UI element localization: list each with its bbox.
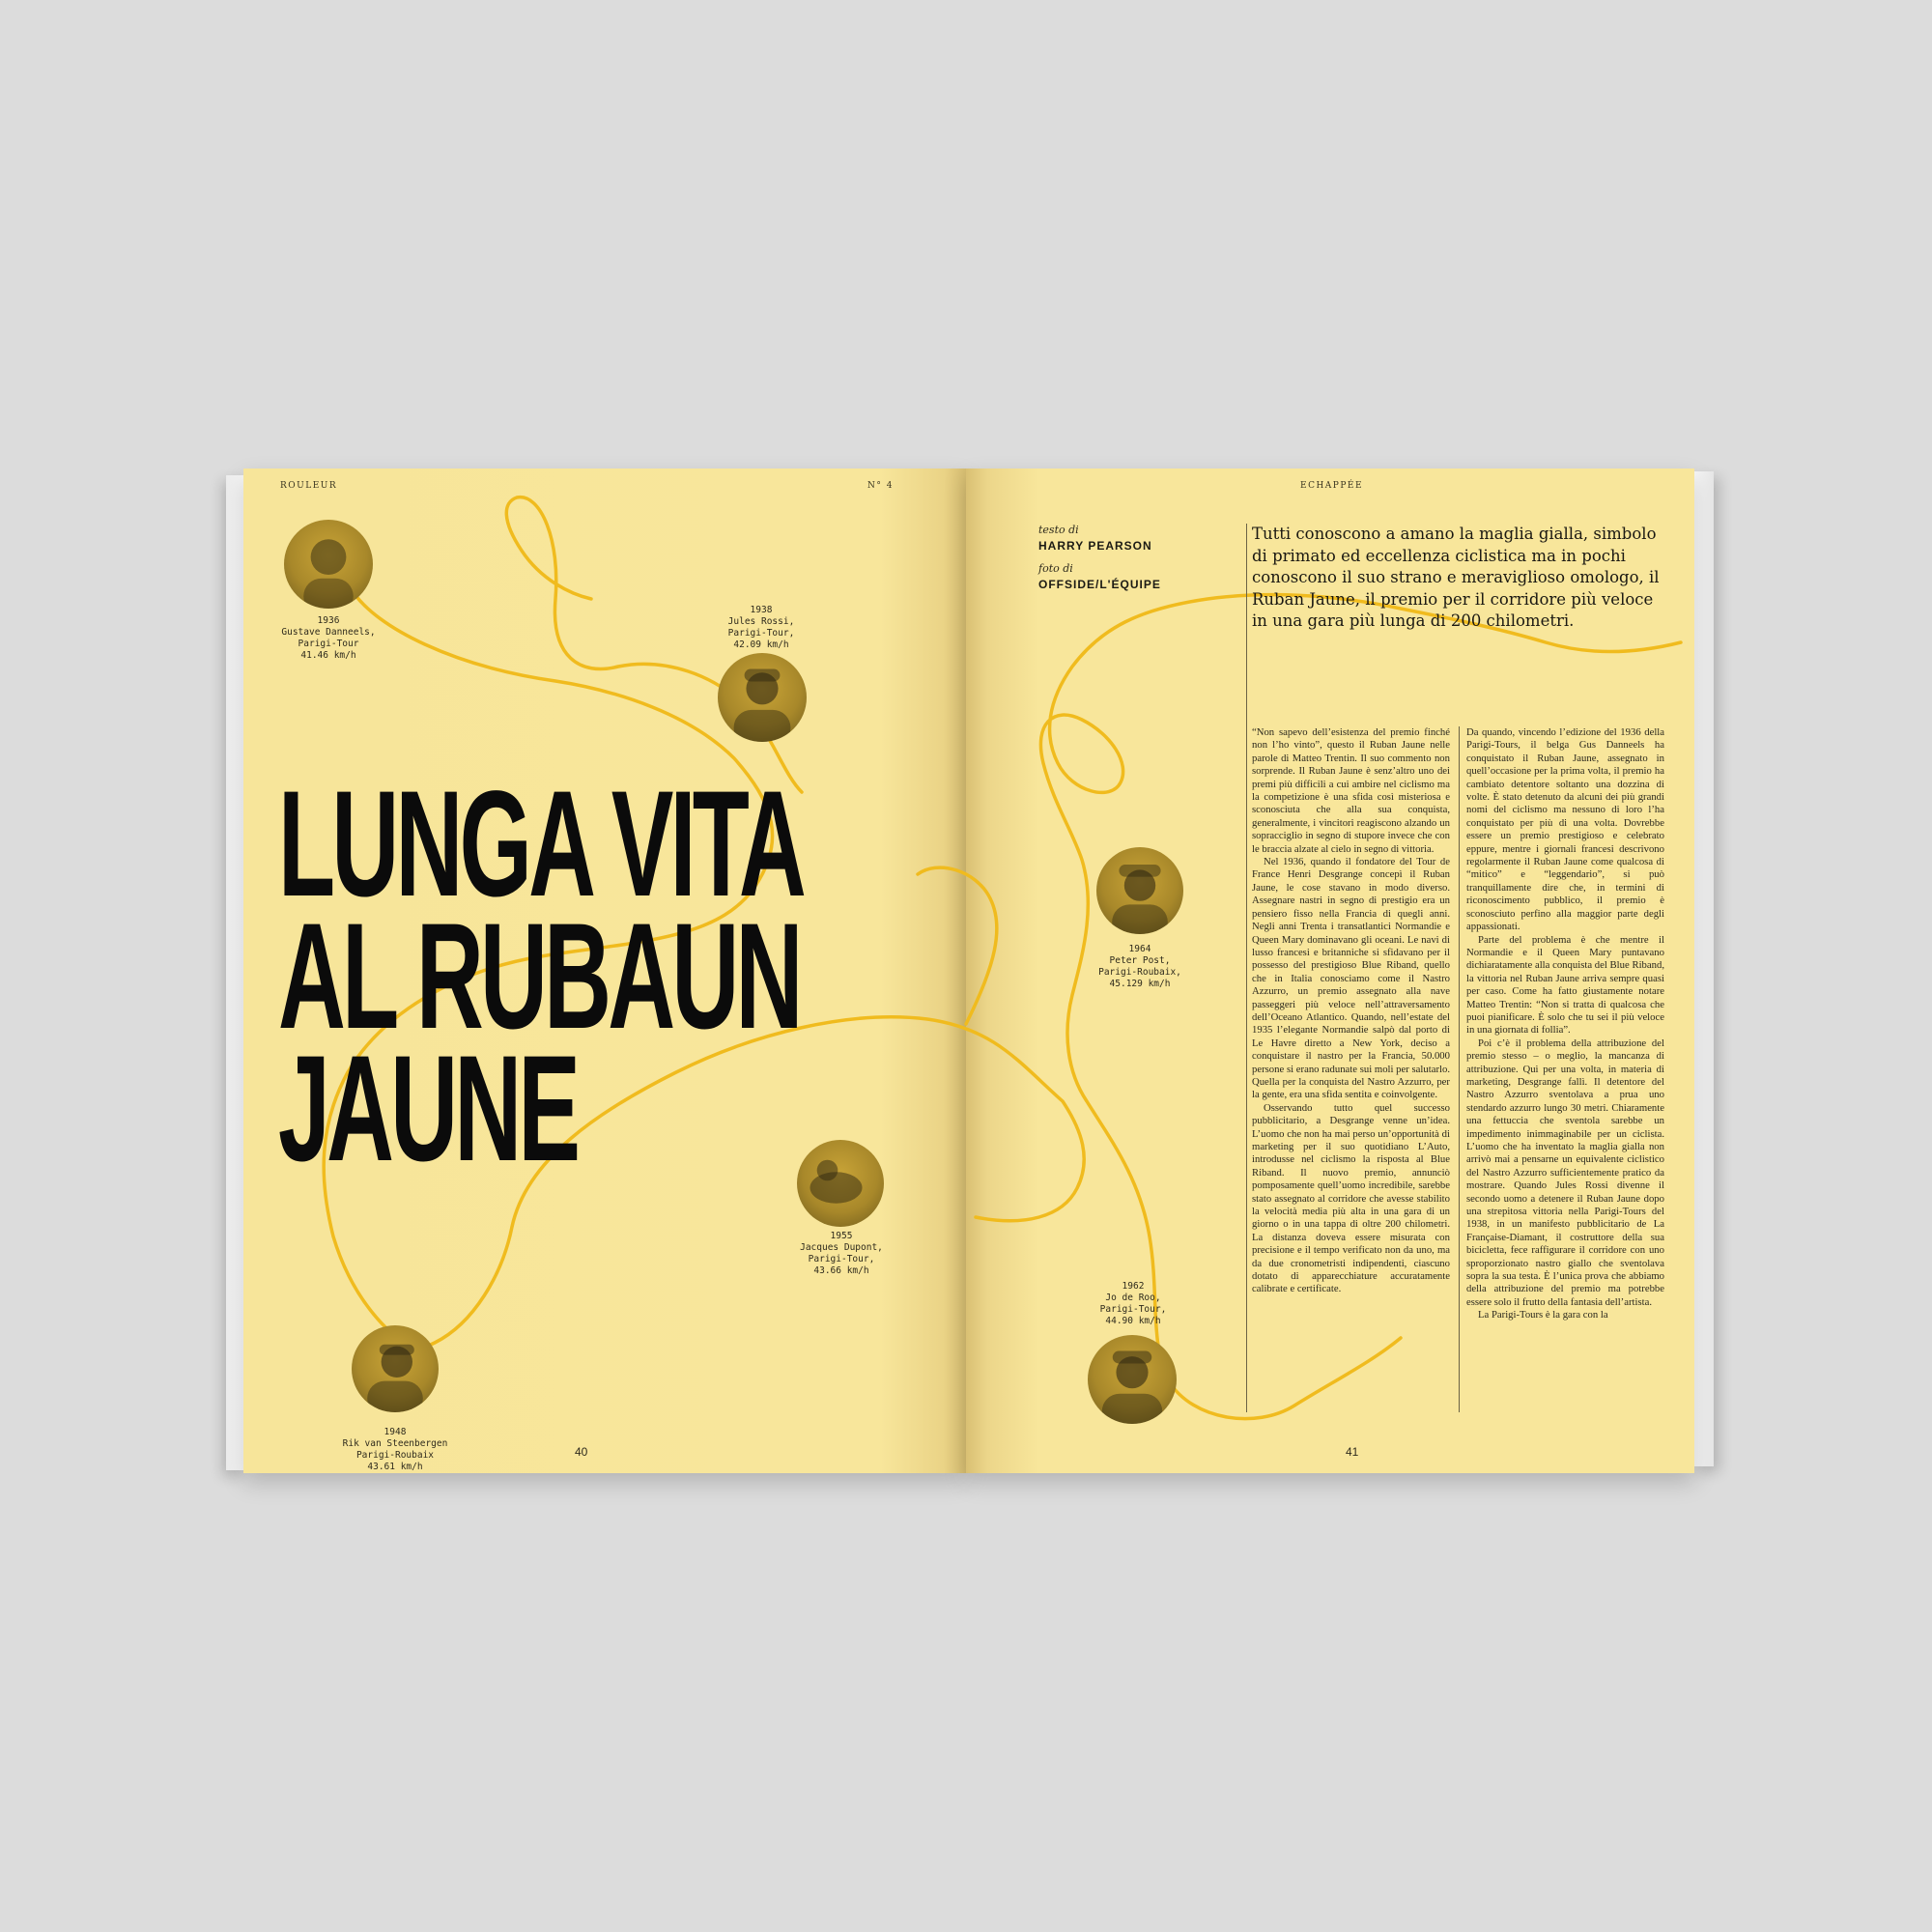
right-page-edge [1692,471,1714,1466]
page-number-right: 41 [1346,1445,1359,1459]
caption-1948: 1948 Rik van Steenbergen Parigi-Roubaix 43.61 km/h [342,1427,448,1472]
caption-1955: 1955 Jacques Dupont, Parigi-Tour, 43.66 km/h [800,1231,883,1276]
title-line-2: AL RUBAUN [278,893,800,1061]
paragraph: Parte del problema è che mentre il Normandie e il Queen Mary puntavano dichiaratamente alla conquista del Blue Riband, la vittoria nel Ruban Jaune arriva sempre quasi per caso. Come ha fatto giustamente notare Matteo Trentin: “Non si tratta di qualcosa che puoi pianificare. È solo che tu sei il più veloce in una giornata di follia”. [1466,933,1664,1037]
paragraph: Poi c’è il problema della attribuzione del premio stesso – o meglio, la mancanza di attribuzione. Qui per una volta, in materia di marketing, Desgrange fallì. Il detentore del Nastro Azzurro sventolava a prua uno stendardo azzurro lungo 30 metri. Chiaramente una fettuccia che sventola sarebbe un impedimento inimmaginabile per un ciclista. L’uomo che ha inventato la maglia gialla non arrivò mai a pensarne un equivalente ciclistico del Nastro Azzurro sufficientemente pratico da mostrare. Quando Jules Rossi divenne il secondo uomo a detenere il Ruban Jaune dopo una strepitosa vittoria nella Parigi-Tours del 1938, in un manifesto pubblicitario de La Française-Diamant, il costruttore della sua bicicletta, fece raffigurare il corridore con uno sproporzionato nastro giallo che sventolava sopra la sua testa. È l’unica prova che abbiamo della attribuzione del premio ma potrebbe essere solo il frutto della fantasia dell’artista. [1466,1037,1664,1308]
paragraph: La Parigi-Tours è la gara con la [1478,1309,1608,1321]
left-page-edge [226,475,245,1470]
article-deck: Tutti conoscono a amano la maglia gialla, simbolo di primato ed eccellenza ciclistica ma in pochi conoscono il suo strano e meraviglioso omologo, il Ruban Jaune, il premio per il corridore più veloce in una gara più lunga di 200 chilometri. [1252,525,1660,630]
title-line-1: LUNGA VITA [278,760,804,928]
paragraph: “Non sapevo dell’esistenza del premio finché non l’ho vinto”, questo il Ruban Jaune nelle parole di Matteo Trentin. Il suo commento non sorprende. Il Ruban Jaune è senz’altro uno dei premi più difficili a cui ambire nel ciclismo ma la competizione è una sfida così misteriosa e sconosciuta che alla sua conquista, generalmente, i vincitori reagiscono alzando un sopracciglio in segno di stupore invece che con le braccia alzate al cielo in segno di vittoria. [1252,726,1450,855]
column-rule-2 [1459,726,1460,1412]
portrait-photo-1955 [797,1140,884,1227]
caption-1936: 1936 Gustave Danneels, Parigi-Tour 41.46 km/h [281,615,376,661]
page-number-left: 40 [575,1445,588,1459]
magazine-name: ROULEUR [280,481,338,491]
photo-credit-label: foto di [1038,562,1073,575]
issue-number: N° 4 [867,481,894,491]
paragraph: Osservando tutto quel successo pubblicitario, a Desgrange venne un’idea. L’uomo che non ha mai perso un’opportunità di marketing per il suo quotidiano L’Auto, introdusse nel ciclismo la risposta al Blue Riband. Il nuovo premio, annunciò pomposamente quell’uomo incredibile, sarebbe stato assegnato al corridore che avesse stabilito la velocità media più alta in una gara di un giorno o in una tappa di oltre 200 chilometri. La distanza doveva essere misurata con precisione e il tempo verificato non da uno, ma da due cronometristi indipendenti, ciascuno dotato di apparecchiature accuratamente calibrate e certificate. [1252,1101,1450,1295]
portrait-photo-1948 [352,1325,439,1412]
caption-1962: 1962 Jo de Roo, Parigi-Tour, 44.90 km/h [1099,1281,1167,1326]
section-name: ECHAPPÉE [1300,481,1364,491]
paragraph: Da quando, vincendo l’edizione del 1936 della Parigi-Tours, il belga Gus Danneels ha conquistato il Ruban Jaune, assegnato in quell’occasione per la prima volta, il premio ha cambiato detentore soltanto una dozzina di volte. È stato detenuto da alcuni dei più grandi nomi del ciclismo ma nessuno di loro l’ha conquistato per più di una volta. Dovrebbe essere un premio prestigioso e celebrato eppure, mentre i giornali francesi descrivono regolarmente il Ruban Jaune come qualcosa di “mitico” e “leggendario”, si può tranquillamente dire che, in termini di riconoscimento pubblico, il premio è sconosciuto perfino alla maggior parte degli appassionati. [1466,726,1664,933]
column-rule-1 [1246,524,1247,1412]
caption-1964: 1964 Peter Post, Parigi-Roubaix, 45.129 km/h [1098,944,1181,989]
title-line-3: JAUNE [278,1025,578,1193]
text-credit-author: HARRY PEARSON [1038,539,1152,553]
caption-1938: 1938 Jules Rossi, Parigi-Tour, 42.09 km/h [727,605,795,650]
portrait-photo-1938 [718,653,807,742]
paragraph: Nel 1936, quando il fondatore del Tour de France Henri Desgrange concepì il Ruban Jaune, le cose stavano in modo diverso. Assegnare nastri in segno di prestigio era un pensiero fisso nella Francia di quegli anni. Negli anni Trenta i transatlantici Normandie e Queen Mary dominavano gli oceani. Le navi di lusso francesi e britanniche si sfidavano per il possesso del prestigioso Blue Riband, quello che in Italia conosciamo come il Nastro Azzurro, un premio assegnato alla nave passeggeri più veloce nell’attraversamento dell’Oceano Atlantico. Quando, nell’estate del 1935 l’elegante Normandie salpò dal porto di Le Havre diretto a New York, deciso a conquistare il nastro per la Francia, 50.000 persone si erano radunate sui moli per salutarlo. Quella per la conquista del Nastro Azzurro, per la gente, era una sfida sentita e coinvolgente. [1252,856,1450,1101]
portrait-photo-1964 [1096,847,1183,934]
portrait-photo-1962 [1088,1335,1177,1424]
article-title [278,760,804,1193]
photo-credit-author: OFFSIDE/L'ÉQUIPE [1038,578,1161,591]
body-column-1 [1252,726,1450,1296]
text-credit-label: testo di [1038,524,1079,536]
body-column-2 [1466,726,1664,1322]
portrait-photo-1936 [284,520,373,609]
